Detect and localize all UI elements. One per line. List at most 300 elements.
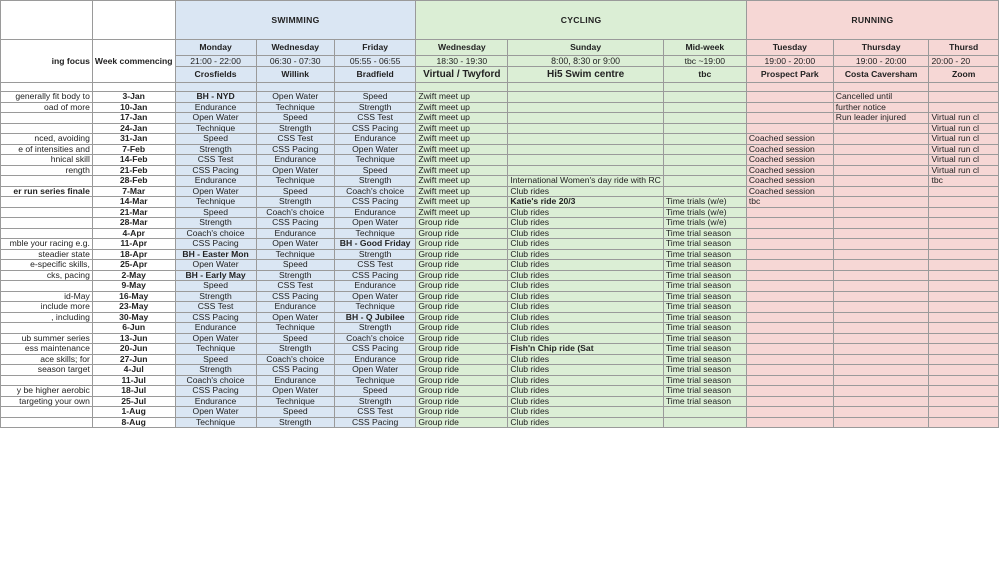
session-cell: Strength (256, 417, 334, 428)
session-cell (833, 123, 929, 134)
session-cell (746, 218, 833, 229)
session-cell: Open Water (256, 165, 334, 176)
session-cell: Virtual run cl (929, 134, 999, 145)
session-cell: Group ride (416, 291, 508, 302)
session-cell: CSS Test (175, 302, 256, 313)
focus-note-cell (1, 123, 93, 134)
session-cell: Group ride (416, 312, 508, 323)
table-row (1, 144, 999, 155)
focus-note-cell: include more (1, 302, 93, 313)
focus-note-cell (1, 176, 93, 187)
session-cell: Open Water (256, 92, 334, 103)
session-cell: CSS Test (334, 113, 415, 124)
session-cell: Zwift meet up (416, 155, 508, 166)
session-cell: Group ride (416, 281, 508, 292)
session-cell (929, 270, 999, 281)
week-cell: 18-Apr (92, 249, 175, 260)
session-cell (833, 239, 929, 250)
session-cell: Strength (256, 123, 334, 134)
session-cell (663, 407, 746, 418)
session-cell (833, 260, 929, 271)
session-cell: CSS Test (334, 260, 415, 271)
blank-row (1, 83, 999, 92)
session-cell (833, 375, 929, 386)
session-cell: Group ride (416, 354, 508, 365)
table-row (1, 260, 999, 271)
session-cell: Endurance (175, 396, 256, 407)
session-cell: Strength (175, 365, 256, 376)
session-cell (929, 407, 999, 418)
session-cell: Club rides (508, 312, 664, 323)
session-cell: Virtual run cl (929, 113, 999, 124)
session-cell: Time trial season (663, 260, 746, 271)
week-cell: 4-Jul (92, 365, 175, 376)
session-cell (746, 249, 833, 260)
week-cell: 7-Feb (92, 144, 175, 155)
session-cell (663, 417, 746, 428)
session-cell: Speed (175, 281, 256, 292)
table-row (1, 333, 999, 344)
session-cell: Group ride (416, 260, 508, 271)
session-cell: Zwift meet up (416, 207, 508, 218)
session-cell: CSS Test (334, 407, 415, 418)
col-time: 05:55 - 06:55 (334, 56, 415, 67)
session-cell: Endurance (175, 323, 256, 334)
table-row (1, 281, 999, 292)
session-cell: Speed (334, 92, 415, 103)
session-cell (746, 260, 833, 271)
session-cell (508, 113, 664, 124)
session-cell (746, 281, 833, 292)
focus-note-cell: , including (1, 312, 93, 323)
session-cell (833, 386, 929, 397)
week-cell: 13-Jun (92, 333, 175, 344)
week-cell: 1-Aug (92, 407, 175, 418)
focus-note-cell (1, 113, 93, 124)
col-day: Friday (334, 40, 415, 56)
session-cell: CSS Pacing (175, 312, 256, 323)
session-cell (746, 417, 833, 428)
session-cell (929, 354, 999, 365)
header-spacer (1, 1, 93, 40)
col-location: Crosfields (175, 67, 256, 83)
table-row (1, 207, 999, 218)
session-cell: Technique (175, 197, 256, 208)
session-cell: Coach's choice (175, 228, 256, 239)
session-cell: Strength (334, 249, 415, 260)
session-cell: Speed (175, 134, 256, 145)
session-cell: Club rides (508, 333, 664, 344)
session-cell: Strength (334, 176, 415, 187)
table-row (1, 197, 999, 208)
session-cell: Coach's choice (334, 186, 415, 197)
session-cell: Speed (175, 354, 256, 365)
session-cell: CSS Pacing (334, 417, 415, 428)
week-cell: 30-May (92, 312, 175, 323)
session-cell (833, 417, 929, 428)
session-cell (746, 228, 833, 239)
col-location: Hi5 Swim centre (508, 67, 664, 83)
col-time: tbc ~19:00 (663, 56, 746, 67)
session-cell: Endurance (175, 176, 256, 187)
session-cell: Coached session (746, 186, 833, 197)
session-cell (508, 134, 664, 145)
col-day: Sunday (508, 40, 664, 56)
session-cell: Club rides (508, 417, 664, 428)
session-cell: Club rides (508, 281, 664, 292)
session-cell: Strength (334, 323, 415, 334)
session-cell: Group ride (416, 239, 508, 250)
table-row (1, 134, 999, 145)
session-cell: Zwift meet up (416, 123, 508, 134)
session-cell (833, 344, 929, 355)
session-cell: Katie's ride 20/3 (508, 197, 664, 208)
session-cell (833, 186, 929, 197)
session-cell: Strength (175, 291, 256, 302)
focus-note-cell: ess maintenance (1, 344, 93, 355)
session-cell (929, 197, 999, 208)
session-cell: Strength (334, 102, 415, 113)
session-cell: Time trial season (663, 302, 746, 313)
blank-cell (929, 83, 999, 92)
session-cell (833, 270, 929, 281)
blank-cell (256, 83, 334, 92)
focus-note-cell: ub summer series (1, 333, 93, 344)
table-row (1, 176, 999, 187)
session-cell: Time trial season (663, 354, 746, 365)
session-cell: Technique (175, 344, 256, 355)
session-cell: Coached session (746, 165, 833, 176)
focus-note-cell: targeting your own (1, 396, 93, 407)
section-cycling: CYCLING (416, 1, 746, 40)
session-cell (746, 354, 833, 365)
session-cell: tbc (929, 176, 999, 187)
session-cell (929, 239, 999, 250)
session-cell (746, 291, 833, 302)
session-cell: Open Water (256, 239, 334, 250)
table-row (1, 218, 999, 229)
week-cell: 21-Mar (92, 207, 175, 218)
session-cell: Zwift meet up (416, 197, 508, 208)
session-cell: Speed (256, 113, 334, 124)
session-cell: Open Water (334, 218, 415, 229)
session-cell: CSS Pacing (334, 344, 415, 355)
session-cell (663, 123, 746, 134)
session-cell: Run leader injured (833, 113, 929, 124)
table-row (1, 92, 999, 103)
session-cell: further notice (833, 102, 929, 113)
table-row (1, 186, 999, 197)
session-cell: Open Water (334, 291, 415, 302)
session-cell: Endurance (256, 155, 334, 166)
session-cell: Time trial season (663, 291, 746, 302)
session-cell: Speed (334, 165, 415, 176)
session-cell: Technique (334, 302, 415, 313)
col-day: Wednesday (256, 40, 334, 56)
session-cell: BH - NYD (175, 92, 256, 103)
focus-note-cell: ace skills; for (1, 354, 93, 365)
session-cell (833, 302, 929, 313)
session-cell (929, 207, 999, 218)
session-cell (833, 207, 929, 218)
session-cell: Club rides (508, 186, 664, 197)
session-cell: CSS Pacing (334, 270, 415, 281)
table-row (1, 165, 999, 176)
blank-cell (334, 83, 415, 92)
session-cell (663, 102, 746, 113)
session-cell: Group ride (416, 396, 508, 407)
session-cell: BH - Early May (175, 270, 256, 281)
session-cell: Speed (256, 407, 334, 418)
session-cell (663, 186, 746, 197)
session-cell: Technique (334, 228, 415, 239)
session-cell: Club rides (508, 396, 664, 407)
focus-note-cell: season target (1, 365, 93, 376)
col-day: Thursd (929, 40, 999, 56)
session-cell: Time trials (w/e) (663, 218, 746, 229)
session-cell (833, 291, 929, 302)
session-cell: BH - Easter Mon (175, 249, 256, 260)
session-cell (746, 386, 833, 397)
session-cell (929, 102, 999, 113)
session-cell (746, 239, 833, 250)
session-cell: Technique (256, 176, 334, 187)
session-cell (929, 186, 999, 197)
session-cell: CSS Pacing (175, 165, 256, 176)
col-day: Tuesday (746, 40, 833, 56)
session-cell: Open Water (256, 312, 334, 323)
focus-note-cell (1, 197, 93, 208)
session-cell (833, 197, 929, 208)
table-row (1, 375, 999, 386)
session-cell (746, 92, 833, 103)
session-cell: Time trial season (663, 365, 746, 376)
session-cell: Time trial season (663, 344, 746, 355)
session-cell (929, 228, 999, 239)
focus-note-cell (1, 375, 93, 386)
session-cell (746, 375, 833, 386)
session-cell: Technique (256, 323, 334, 334)
session-cell (929, 333, 999, 344)
table-row (1, 239, 999, 250)
col-location: tbc (663, 67, 746, 83)
session-cell: Group ride (416, 375, 508, 386)
table-row (1, 291, 999, 302)
session-cell: CSS Test (256, 134, 334, 145)
session-cell (929, 323, 999, 334)
week-cell: 11-Jul (92, 375, 175, 386)
session-cell: CSS Pacing (256, 144, 334, 155)
session-cell: Technique (334, 155, 415, 166)
col-time: 21:00 - 22:00 (175, 56, 256, 67)
session-cell: Technique (175, 417, 256, 428)
session-cell: Endurance (256, 228, 334, 239)
week-cell: 28-Feb (92, 176, 175, 187)
session-cell: Open Water (334, 365, 415, 376)
week-cell: 11-Apr (92, 239, 175, 250)
focus-note-cell (1, 228, 93, 239)
session-cell: Club rides (508, 249, 664, 260)
session-cell: Endurance (334, 134, 415, 145)
session-cell: Club rides (508, 375, 664, 386)
col-time: 18:30 - 19:30 (416, 56, 508, 67)
session-cell (929, 344, 999, 355)
focus-note-cell: steadier state (1, 249, 93, 260)
session-cell (746, 102, 833, 113)
col-time: 8:00, 8:30 or 9:00 (508, 56, 664, 67)
session-cell: Speed (256, 260, 334, 271)
col-location: Bradfield (334, 67, 415, 83)
session-cell (833, 354, 929, 365)
session-cell: Zwift meet up (416, 113, 508, 124)
session-cell: Speed (256, 333, 334, 344)
session-cell: Technique (256, 249, 334, 260)
session-cell: CSS Test (175, 155, 256, 166)
session-cell: Coached session (746, 144, 833, 155)
session-cell: Time trial season (663, 239, 746, 250)
session-cell: Club rides (508, 365, 664, 376)
note-cell (1, 83, 93, 92)
session-cell: BH - Q Jubilee (334, 312, 415, 323)
session-cell: CSS Pacing (256, 365, 334, 376)
session-cell (508, 165, 664, 176)
session-cell: Time trial season (663, 312, 746, 323)
week-cell: 8-Aug (92, 417, 175, 428)
session-cell: Virtual run cl (929, 155, 999, 166)
session-cell: Technique (334, 375, 415, 386)
session-cell: Group ride (416, 218, 508, 229)
session-cell (508, 102, 664, 113)
session-cell: CSS Test (256, 281, 334, 292)
session-cell: Technique (175, 123, 256, 134)
col-location: Costa Caversham (833, 67, 929, 83)
col-time: 06:30 - 07:30 (256, 56, 334, 67)
session-cell (746, 302, 833, 313)
session-cell: Strength (175, 218, 256, 229)
session-cell: Cancelled until (833, 92, 929, 103)
col-time: 19:00 - 20:00 (746, 56, 833, 67)
col-time: 20:00 - 20 (929, 56, 999, 67)
session-cell (929, 249, 999, 260)
session-cell (746, 407, 833, 418)
session-cell: Zwift meet up (416, 186, 508, 197)
session-cell: Zwift meet up (416, 134, 508, 145)
blank-cell (175, 83, 256, 92)
session-cell (508, 144, 664, 155)
session-cell: Time trial season (663, 270, 746, 281)
session-cell (929, 365, 999, 376)
focus-note-cell (1, 407, 93, 418)
session-cell: Open Water (256, 386, 334, 397)
week-cell: 6-Jun (92, 323, 175, 334)
session-cell: Virtual run cl (929, 144, 999, 155)
session-cell: Zwift meet up (416, 92, 508, 103)
table-row (1, 249, 999, 260)
session-cell: Zwift meet up (416, 144, 508, 155)
session-cell (663, 113, 746, 124)
session-cell (663, 165, 746, 176)
session-cell: Group ride (416, 417, 508, 428)
session-cell: Club rides (508, 228, 664, 239)
focus-note-cell: nced, avoiding (1, 134, 93, 145)
session-cell: Club rides (508, 218, 664, 229)
session-cell: Group ride (416, 302, 508, 313)
session-cell: Endurance (334, 207, 415, 218)
session-cell (833, 144, 929, 155)
week-cell: 17-Jan (92, 113, 175, 124)
session-cell (833, 176, 929, 187)
table-row (1, 102, 999, 113)
week-cell: 27-Jun (92, 354, 175, 365)
session-cell (929, 281, 999, 292)
session-cell (746, 344, 833, 355)
session-cell (833, 134, 929, 145)
session-cell: Fish'n Chip ride (Sat (508, 344, 664, 355)
col-location: Zoom (929, 67, 999, 83)
week-cell: 3-Jan (92, 92, 175, 103)
session-cell (663, 134, 746, 145)
blank-cell (833, 83, 929, 92)
focus-note-cell: e of intensities and (1, 144, 93, 155)
session-cell: Open Water (334, 144, 415, 155)
session-cell: Endurance (334, 281, 415, 292)
session-cell: Club rides (508, 270, 664, 281)
col-location: Virtual / Twyford (416, 67, 508, 83)
week-cell: 28-Mar (92, 218, 175, 229)
session-cell: Virtual run cl (929, 165, 999, 176)
session-cell: Time trial season (663, 333, 746, 344)
col-day: Monday (175, 40, 256, 56)
week-cell: 25-Apr (92, 260, 175, 271)
session-cell (746, 207, 833, 218)
session-cell: CSS Pacing (175, 239, 256, 250)
session-cell: Club rides (508, 239, 664, 250)
session-cell: Time trial season (663, 386, 746, 397)
session-cell: Endurance (334, 354, 415, 365)
table-row (1, 123, 999, 134)
session-cell: Coach's choice (175, 375, 256, 386)
col-location: Prospect Park (746, 67, 833, 83)
col-time: 19:00 - 20:00 (833, 56, 929, 67)
session-cell: Group ride (416, 344, 508, 355)
session-cell: Coach's choice (256, 354, 334, 365)
col-day: Mid-week (663, 40, 746, 56)
session-cell (508, 92, 664, 103)
session-cell: Coached session (746, 155, 833, 166)
training-focus-heading: ing focus (1, 40, 93, 83)
session-cell: Strength (256, 344, 334, 355)
session-cell (746, 270, 833, 281)
session-cell: Time trial season (663, 228, 746, 239)
session-cell: Technique (256, 102, 334, 113)
session-cell: Group ride (416, 249, 508, 260)
session-cell: Open Water (175, 407, 256, 418)
week-cell: 20-Jun (92, 344, 175, 355)
day-row (1, 40, 999, 56)
week-cell: 16-May (92, 291, 175, 302)
session-cell: Club rides (508, 207, 664, 218)
session-cell: Group ride (416, 323, 508, 334)
week-cell: 4-Apr (92, 228, 175, 239)
col-day: Wednesday (416, 40, 508, 56)
session-cell (833, 323, 929, 334)
table-row (1, 155, 999, 166)
session-cell: Endurance (256, 302, 334, 313)
focus-note-cell (1, 281, 93, 292)
session-cell (833, 165, 929, 176)
session-cell: BH - Good Friday (334, 239, 415, 250)
session-cell: Time trials (w/e) (663, 197, 746, 208)
